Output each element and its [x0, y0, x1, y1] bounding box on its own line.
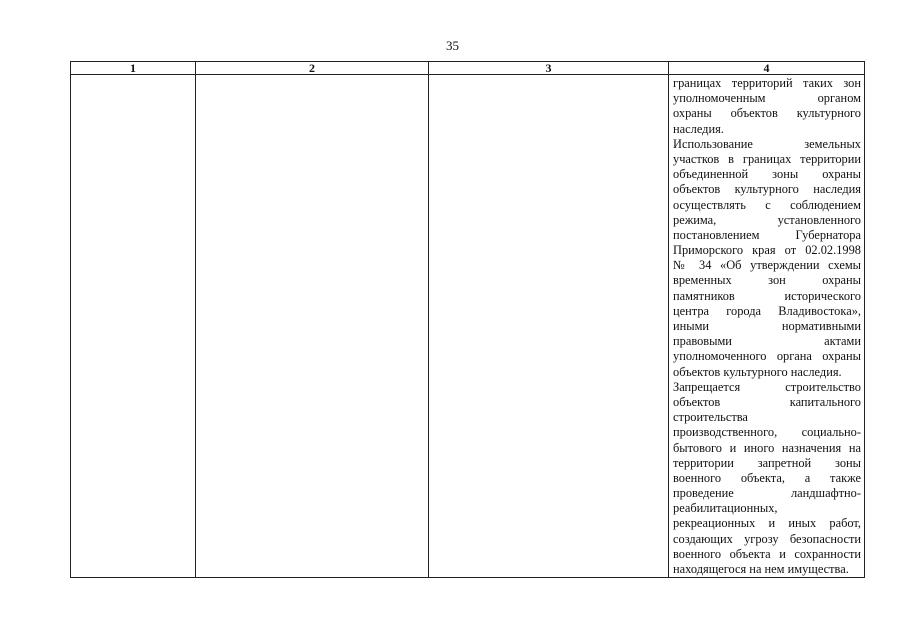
text-line: создающих угрозу безопасности: [673, 531, 861, 546]
text-line: временных зон охраны: [673, 273, 861, 288]
text-line: объединенной зоны охраны: [673, 167, 861, 182]
text-line: Использование земельных: [673, 136, 861, 151]
text-line: центра города Владивостока»,: [673, 303, 861, 318]
text-line: объектов капитального: [673, 394, 861, 409]
text-line: объектов культурного наследия.: [673, 364, 842, 379]
text-line: Запрещается строительство: [673, 379, 861, 394]
column-header-3: 3: [429, 62, 669, 75]
text-line: режима, установленного: [673, 212, 861, 227]
text-line: реабилитационных,: [673, 501, 778, 516]
page-number: 35: [446, 38, 459, 53]
column-header-4: 4: [669, 62, 865, 75]
text-line: иными нормативными: [673, 319, 861, 333]
cell-col-2: [196, 75, 429, 578]
cell-col-4-text: [669, 75, 864, 577]
text-line: правовыми актами: [673, 334, 861, 349]
text-line: Приморского края от 02.02.1998: [673, 243, 861, 258]
text-line: осуществлять с соблюдением: [673, 197, 861, 212]
text-line: бытового и иного назначения на: [673, 440, 861, 455]
text-line: постановлением Губернатора: [673, 227, 861, 242]
text-line: участков в границах территории: [673, 151, 861, 166]
text-line: находящегося на нем имущества.: [673, 562, 849, 576]
text-line: уполномоченным органом: [673, 91, 861, 106]
text-line: производственного, социально-: [673, 425, 861, 440]
text-line: военного объекта, а также: [673, 470, 861, 485]
document-table: [70, 61, 865, 578]
text-line: объектов культурного наследия: [673, 182, 861, 197]
text-line: территории запретной зоны: [673, 455, 861, 470]
text-line: охраны объектов культурного: [673, 106, 861, 121]
cell-col-1: [71, 75, 196, 578]
table-row: [71, 75, 865, 578]
text-line: № 34 «Об утверждении схемы: [673, 258, 861, 273]
column-header-2: 2: [196, 62, 429, 75]
text-line: военного объекта и сохранности: [673, 546, 861, 561]
text-line: границах территорий таких зон: [673, 76, 861, 90]
text-line: наследия.: [673, 121, 724, 136]
text-line: рекреационных и иных работ,: [673, 516, 861, 531]
cell-col-3: [429, 75, 669, 578]
text-line: проведение ландшафтно-: [673, 486, 861, 501]
table-header-row: [71, 62, 865, 75]
cell-col-4: [669, 75, 865, 578]
text-line: памятников исторического: [673, 288, 861, 303]
column-header-1: 1: [71, 62, 196, 75]
text-line: уполномоченного органа охраны: [673, 349, 861, 364]
text-line: строительства: [673, 410, 748, 425]
